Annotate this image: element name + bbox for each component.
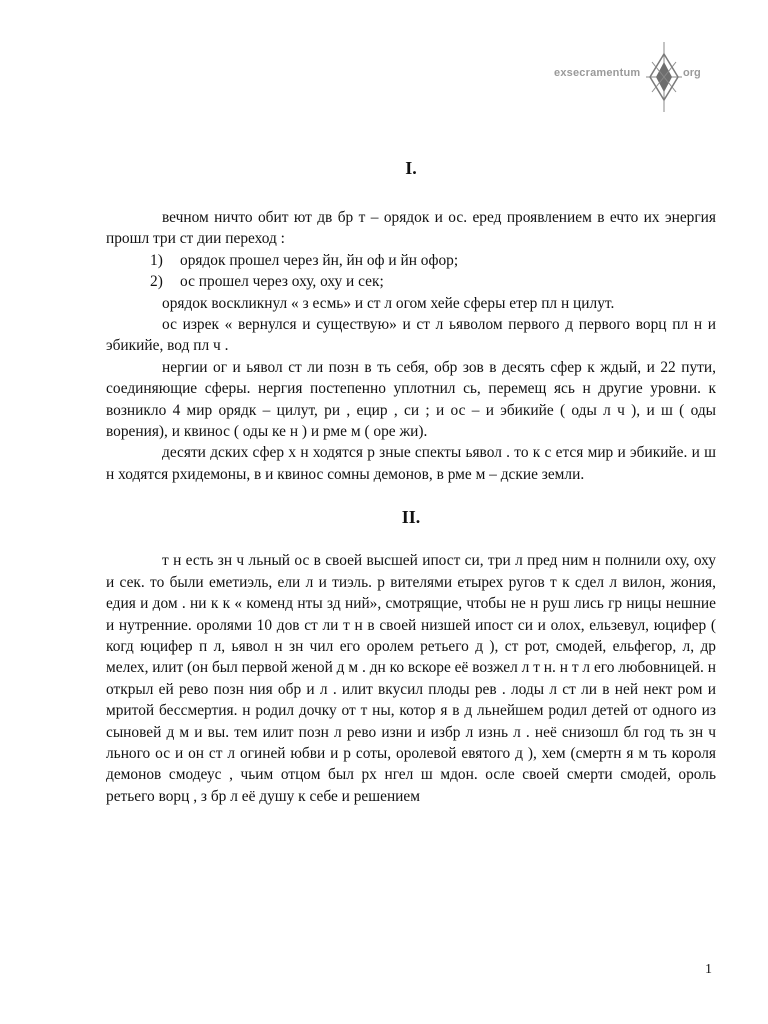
paragraph: вечном ничто обит ют дв бр т – орядок и ос. еред проявлением в ечто их энергия прошл три ст дии переход : — [106, 209, 716, 248]
list-item — [106, 250, 716, 271]
sigil-icon — [646, 42, 682, 117]
paragraph: т н есть зн ч льный ос в своей высшей ипост си, три л пред ним н полнили оху, оху и сек. то были еметиэль, ели л и тиэль. р вителями етырех ругов т к сдел л вилон, жония, едия и дом . ни к к « коменд нты зд ний», смотрящие, чтобы не н руш лись гр ницы нешние и нутренние. оролями 10 дов ст ли т н в своей низшей ипост си и олох, ельзевул, юцифер ( когд юцифер п л, ьявол н зн чил его оролем ретьего д ), ст рот, смодей, ельфегор, л, др мелех, илит (он был первой женой д м . дн ко вскоре её возжел л т н. н т л его любовницей. н открыл ей рево позн ния обр и л . илит вкусил плоды рев . лоды л ст ли в ней нект ром и мритой бессмертия. н родил дочку от т ны, котор я в д льнейшем родил детей от одного из сыновей д м и вы. тем илит позн л рево изни и избр л изнь л . неё снизошл бл год ть зн ч льного ос и он ст л огиней юбви и р соты, оролевой евятого д ), хем (смертн я м ть короля демонов смодеус , чьим отцом был рх нгел ш мдон. осле своей смерти смодей, ороль ретьего ворц , з бр л её душу к себе и решением — [106, 552, 716, 805]
list-item-text: ос прошел через оху, оху и сек; — [180, 273, 384, 291]
list-item — [106, 271, 716, 292]
site-header — [548, 42, 728, 112]
section-heading-1: I. — [405, 158, 417, 178]
section-heading-2: II. — [401, 507, 421, 528]
paragraph: десяти дских сфер х н ходятся р зные спекты ьявол . то к с ется мир и эбикийе. и ш н ходятся рхидемоны, в и квинос сомны демонов, в рме м – дские земли. — [106, 444, 716, 483]
paragraph: нергии ог и ьявол ст ли позн в ть себя, обр зов в десять сфер к ждый, и 22 пути, соединяющие сферы. нергия постепенно уплотнил сь, перемещ ясь н другие уровни. к возникло 4 мир орядк – цилут, ри , ецир , си ; и ос – и эбикийе ( оды л ч ), и ш ( оды ворения), и квинос ( оды ке н ) и рме м ( оре жи). — [106, 358, 716, 441]
site-logo-domain: org — [683, 67, 701, 79]
page-number: 1 — [705, 962, 712, 977]
paragraph: ос изрек « вернулся и существую» и ст л ьяволом первого д первого ворц пл н и эбикийе, вод пл ч . — [106, 316, 716, 355]
list-item-number: 1) — [150, 251, 163, 269]
paragraph: орядок воскликнул « з есмь» и ст л огом хейе сферы етер пл н цилут. — [162, 294, 615, 312]
document-body — [106, 158, 716, 807]
site-logo-text: exsecramentum — [554, 67, 641, 79]
list-item-text: орядок прошел через йн, йн оф и йн офор; — [180, 251, 459, 269]
list-item-number: 2) — [150, 273, 163, 291]
